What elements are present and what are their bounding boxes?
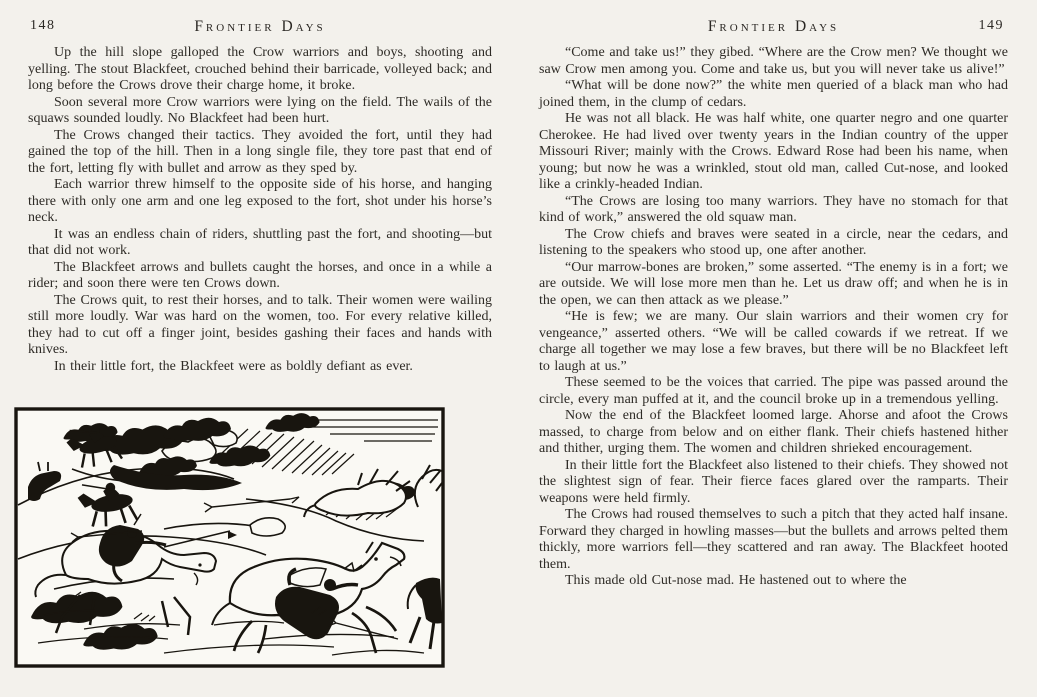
paragraph: It was an endless chain of riders, shuttling past the fort, and shooting—but that did not work. [28, 226, 492, 258]
illustration-crow-riders [14, 407, 445, 668]
paragraph: The Blackfeet arrows and bullets caught the horses, and once in a while a rider; and soon there were ten Crows down. [28, 259, 492, 291]
paragraph: The Crows quit, to rest their horses, and to talk. Their women were wailing still more loudly. War was hard on the women, too. For every relative killed, they had to cut off a finger joint, besides gashing their faces and hands with knives. [28, 292, 492, 357]
paragraph: The Crows changed their tactics. They avoided the fort, until they had gained the top of the hill. Then in a long single file, they tore past that end of the fort, letting fly with bullet and arrow as they sped by. [28, 127, 492, 176]
paragraph: The Crow chiefs and braves were seated in a circle, near the cedars, and listening to the speakers who stood up, one after another. [539, 226, 1008, 258]
paragraph: Now the end of the Blackfeet loomed large. Ahorse and afoot the Crows massed, to charge from below and on either flank. Their chiefs hastened hither and thither, urging them. The women and children shrieked encouragement. [539, 408, 1008, 456]
paragraph: Each warrior threw himself to the opposite side of his horse, and hanging there with only one arm and one leg exposed to the fort, shot under his horse’s neck. [28, 177, 492, 225]
paragraph: The Crows had roused themselves to such a pitch that they acted half insane. Forward they charged in howling masses—but the bullets and arrows pelted them thickly, more warriors fell—they scattered and ran away. The Blackfeet hooted them. [539, 507, 1008, 572]
paragraph: “What will be done now?” the white men queried of a black man who had joined them, in the clump of cedars. [539, 78, 1008, 110]
page-header-right [539, 18, 1008, 40]
paragraph: This made old Cut-nose mad. He hastened out to where the [565, 573, 907, 588]
paragraph: Up the hill slope galloped the Crow warriors and boys, shooting and yelling. The stout Blackfeet, crouched behind their barricade, volleyed back; and long before the Crows drove their charge home, it broke. [28, 45, 492, 93]
page-left [28, 18, 492, 375]
page-number: 149 [978, 18, 1004, 33]
right-page-text [539, 45, 1008, 590]
paragraph: “Come and take us!” they gibed. “Where are the Crow men? We thought we saw Crow men among you. Come and take us, but you will never take us alive!” [539, 45, 1008, 77]
paragraph: “Our marrow-bones are broken,” some asserted. “The enemy is in a fort; we are outside. We will lose more men than he. Let us draw off; and when he is in the open, we can then attack as we please.” [539, 259, 1008, 308]
paragraph: These seemed to be the voices that carried. The pipe was passed around the circle, every man puffed at it, and the council broke up in a tremendous yelling. [539, 375, 1008, 407]
paragraph: In their little fort, the Blackfeet were as boldly defiant as ever. [54, 358, 413, 374]
paragraph: Soon several more Crow warriors were lying on the field. The wails of the squaws sounded loudly. No Blackfeet had been hurt. [28, 94, 492, 126]
page-number: 148 [30, 18, 56, 33]
paragraph: He was not all black. He was half white, one quarter negro and one quarter Cherokee. He had lived over twenty years in the Indian country of the upper Missouri River; mainly with the Crows. Edward Rose had been his name, when young; but now he was a wrinkled, stout old man, called Cut-nose, and looked like a crinkly-headed Indian. [539, 111, 1008, 192]
running-title: Frontier Days [707, 18, 840, 35]
left-page-text [28, 45, 492, 375]
paragraph: “The Crows are losing too many warriors. They have no stomach for that kind of work,” answered the old squaw man. [539, 193, 1008, 225]
page-header-left [28, 18, 492, 40]
paragraph: In their little fort the Blackfeet also listened to their chiefs. They showed not the slightest sign of fear. Their fierce faces glared over the ramparts. Their weapons were held firmly. [539, 457, 1008, 506]
page-right [539, 18, 1008, 590]
running-title: Frontier Days [194, 18, 326, 35]
paragraph: “He is few; we are many. Our slain warriors and their women cry for vengeance,” asserted others. “We will be called cowards if we retreat. If we charge all together we may lose a few braves, but there will be no Blackfeet left to laugh at us.” [539, 309, 1008, 374]
